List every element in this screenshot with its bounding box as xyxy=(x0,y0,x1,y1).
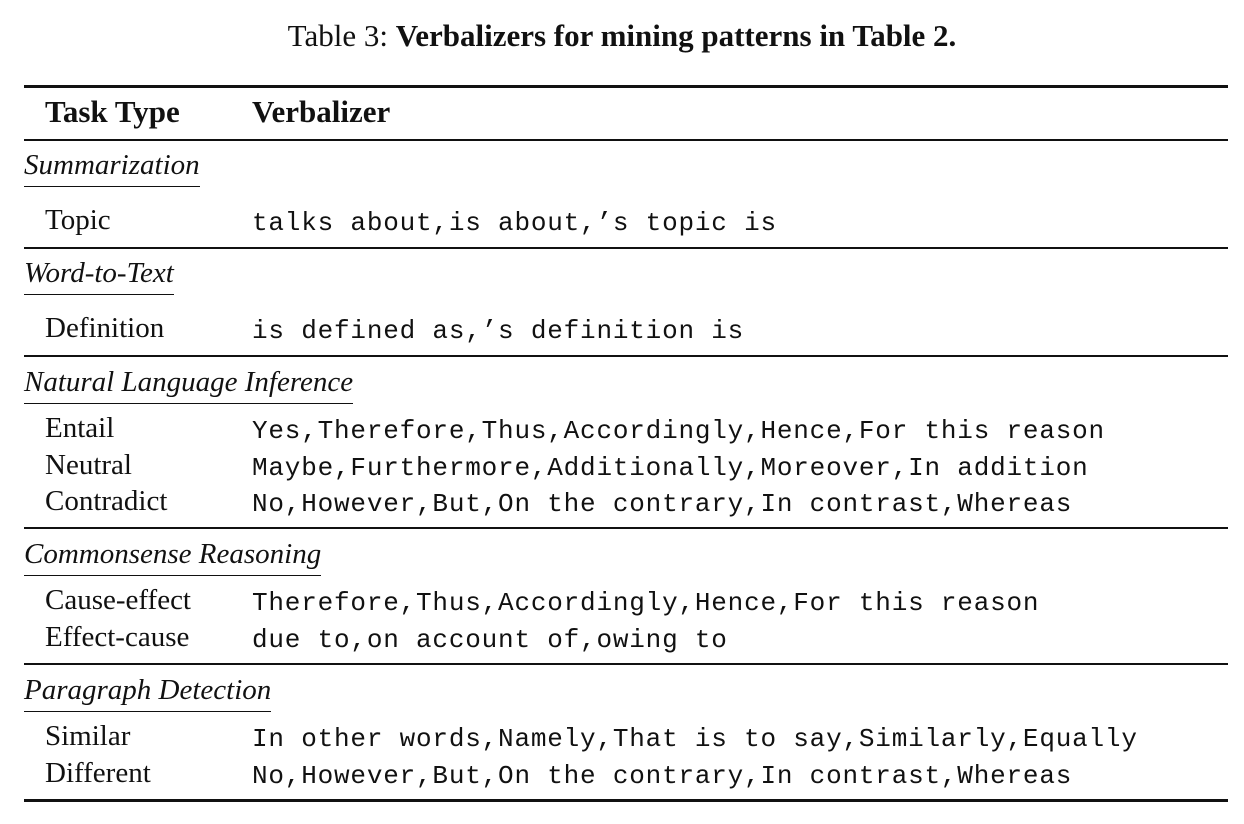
row-verbalizer-entail: Yes,Therefore,Thus,Accordingly,Hence,For this reason xyxy=(252,416,1105,446)
row-verbalizer-cause-effect: Therefore,Thus,Accordingly,Hence,For this reason xyxy=(252,588,1040,618)
caption-text: Verbalizers for mining patterns in Table 2. xyxy=(395,18,957,53)
table-top-rule xyxy=(24,85,1228,88)
row-verbalizer-different: No,However,But,On the contrary,In contrast,Whereas xyxy=(252,761,1073,791)
section-title-commonsense: Commonsense Reasoning xyxy=(24,535,321,576)
header-verbalizer: Verbalizer xyxy=(252,94,391,129)
row-label-similar: Similar xyxy=(45,720,131,752)
row-label-entail: Entail xyxy=(45,412,115,444)
section-title-word-to-text: Word-to-Text xyxy=(24,254,174,295)
row-verbalizer-effect-cause: due to,on account of,owing to xyxy=(252,625,728,655)
header-rule xyxy=(24,139,1228,141)
row-verbalizer-neutral: Maybe,Furthermore,Additionally,Moreover,In addition xyxy=(252,453,1089,483)
row-label-cause-effect: Cause-effect xyxy=(45,584,191,616)
caption-label: Table 3: xyxy=(287,18,396,53)
table-bottom-rule xyxy=(24,799,1228,802)
header-task-type: Task Type xyxy=(45,94,180,129)
row-verbalizer-topic: talks about,is about,’s topic is xyxy=(252,208,777,238)
table-caption xyxy=(0,16,1244,56)
section-title-paragraph-detection: Paragraph Detection xyxy=(24,671,271,712)
row-verbalizer-contradict: No,However,But,On the contrary,In contrast,Whereas xyxy=(252,489,1073,519)
section-rule xyxy=(24,247,1228,249)
section-title-nli: Natural Language Inference xyxy=(24,363,353,404)
section-rule xyxy=(24,663,1228,665)
section-title-summarization: Summarization xyxy=(24,146,200,187)
section-rule xyxy=(24,527,1228,529)
row-label-effect-cause: Effect-cause xyxy=(45,621,190,653)
row-verbalizer-similar: In other words,Namely,That is to say,Similarly,Equally xyxy=(252,724,1138,754)
row-verbalizer-definition: is defined as,’s definition is xyxy=(252,316,745,346)
row-label-topic: Topic xyxy=(45,204,111,236)
row-label-contradict: Contradict xyxy=(45,485,168,517)
row-label-neutral: Neutral xyxy=(45,449,132,481)
section-rule xyxy=(24,355,1228,357)
row-label-definition: Definition xyxy=(45,312,165,344)
row-label-different: Different xyxy=(45,757,151,789)
